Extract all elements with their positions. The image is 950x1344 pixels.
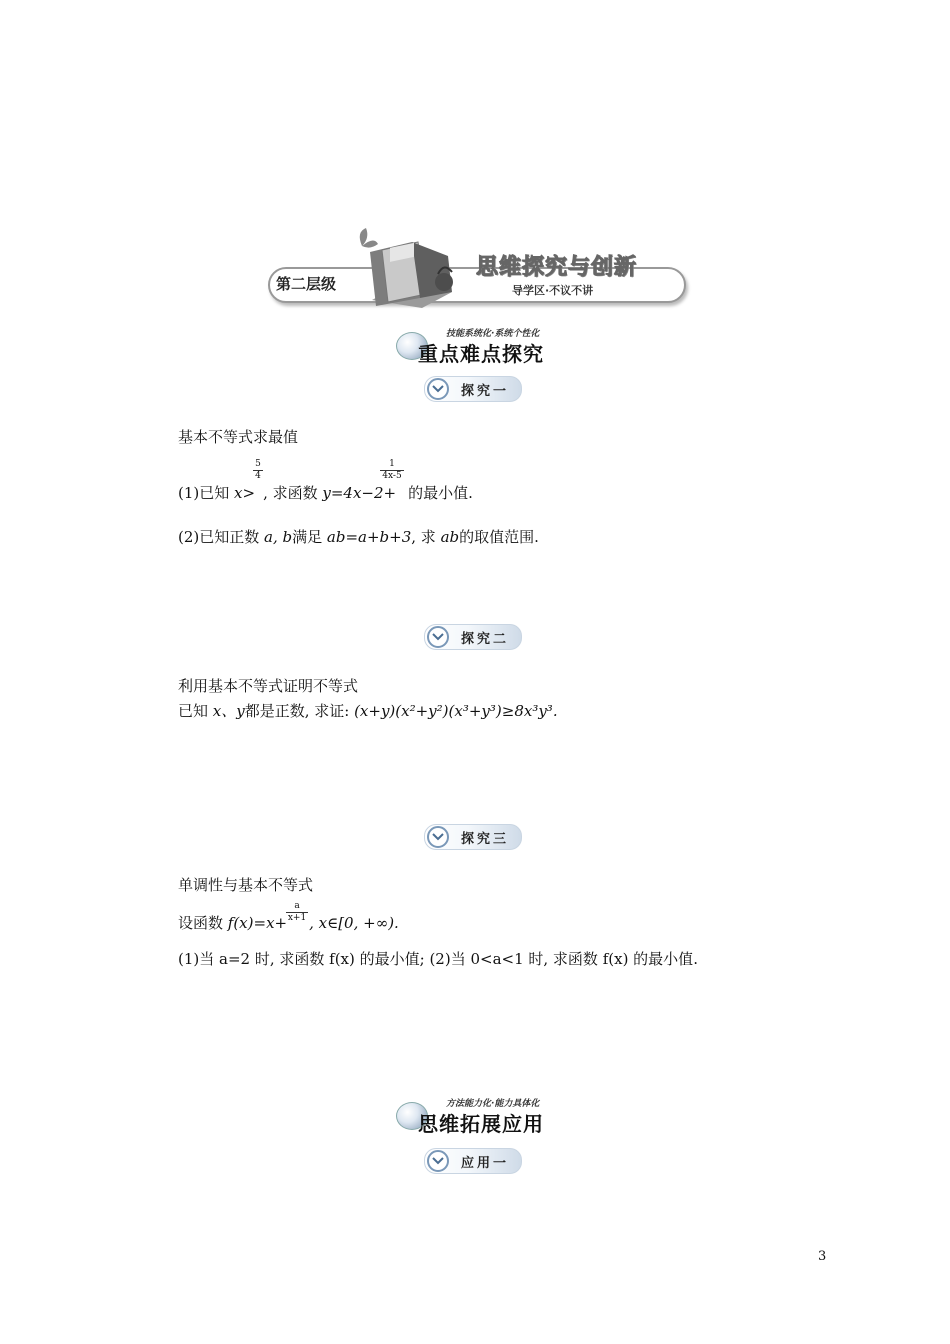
frac-num: a	[294, 901, 300, 911]
p2-vars: x、y	[212, 702, 245, 720]
page-number: 3	[818, 1249, 827, 1264]
chevron-down-icon	[427, 626, 449, 648]
probe2-heading: 利用基本不等式证明不等式	[178, 677, 359, 695]
section-header-application	[396, 1096, 566, 1136]
q1-expr: y=4x−2+	[322, 484, 397, 502]
chevron-down-icon	[427, 1150, 449, 1172]
frac-den: 4	[255, 471, 261, 481]
p2-prefix: 已知	[178, 702, 213, 720]
tab-probe-3	[424, 824, 522, 850]
probe1-question1	[178, 484, 473, 502]
frac-den: 4x-5	[382, 471, 402, 481]
banner-title: 思维探究与创新	[476, 255, 638, 280]
chevron-down-icon	[427, 378, 449, 400]
p2-expr: (x+y)(x²+y²)(x³+y³)≥8x³y³.	[354, 702, 558, 720]
fraction-a-over-x-plus-1	[286, 902, 308, 923]
section-title: 思维拓展应用	[418, 1112, 544, 1136]
probe3-questions: (1)当 a=2 时, 求函数 f(x) 的最小值; (2)当 0<a<1 时, 求函数 f(x) 的最小值.	[178, 950, 698, 968]
q1-gt: >	[242, 484, 256, 502]
level-label: 第二层级	[276, 275, 337, 293]
banner-subtitle: 导学区·不议不讲	[512, 284, 594, 297]
q2-suffix: 的取值范围.	[459, 528, 539, 546]
q2-expr: ab=a+b+3	[326, 528, 412, 546]
chevron-down-icon	[427, 826, 449, 848]
q2-vars: a, b	[264, 528, 293, 546]
tab-label: 探究三	[461, 832, 510, 847]
tab-probe-1	[424, 376, 522, 402]
q2-mid: 满足	[292, 528, 327, 546]
q2-prefix: (2)已知正数	[178, 528, 265, 546]
p3-prefix: 设函数	[178, 914, 228, 932]
section-tagline: 技能系统化·系统个性化	[446, 329, 540, 339]
p3-domain: , x∈[0, +∞).	[309, 914, 399, 932]
frac-num: 5	[255, 459, 261, 469]
section-header-key-points	[396, 326, 566, 366]
probe3-heading: 单调性与基本不等式	[178, 876, 314, 894]
q1-mid: , 求函数	[263, 484, 323, 502]
tab-label: 探究二	[461, 632, 510, 647]
frac-den: x+1	[287, 913, 307, 923]
q1-var: x	[234, 484, 243, 502]
probe1-heading: 基本不等式求最值	[178, 428, 299, 446]
q1-prefix: (1)已知	[178, 484, 235, 502]
probe2-statement	[178, 702, 558, 720]
q2-mid2: , 求	[411, 528, 441, 546]
q2-ab: ab	[440, 528, 460, 546]
tab-probe-2	[424, 624, 522, 650]
probe1-question2	[178, 528, 539, 546]
fraction-5-4	[253, 460, 263, 481]
p2-mid: 都是正数, 求证:	[244, 702, 355, 720]
book-illustration-icon	[352, 222, 462, 312]
fraction-1-over-4x-5	[380, 460, 404, 481]
section-tagline: 方法能力化·能力具体化	[446, 1099, 540, 1109]
section-title: 重点难点探究	[418, 342, 544, 366]
tab-label: 探究一	[461, 384, 510, 399]
q1-suffix: 的最小值.	[408, 484, 473, 502]
tab-application-1	[424, 1148, 522, 1174]
tab-label: 应用一	[461, 1156, 510, 1171]
frac-num: 1	[389, 459, 395, 469]
p3-lhs: f(x)=x+	[227, 914, 288, 932]
